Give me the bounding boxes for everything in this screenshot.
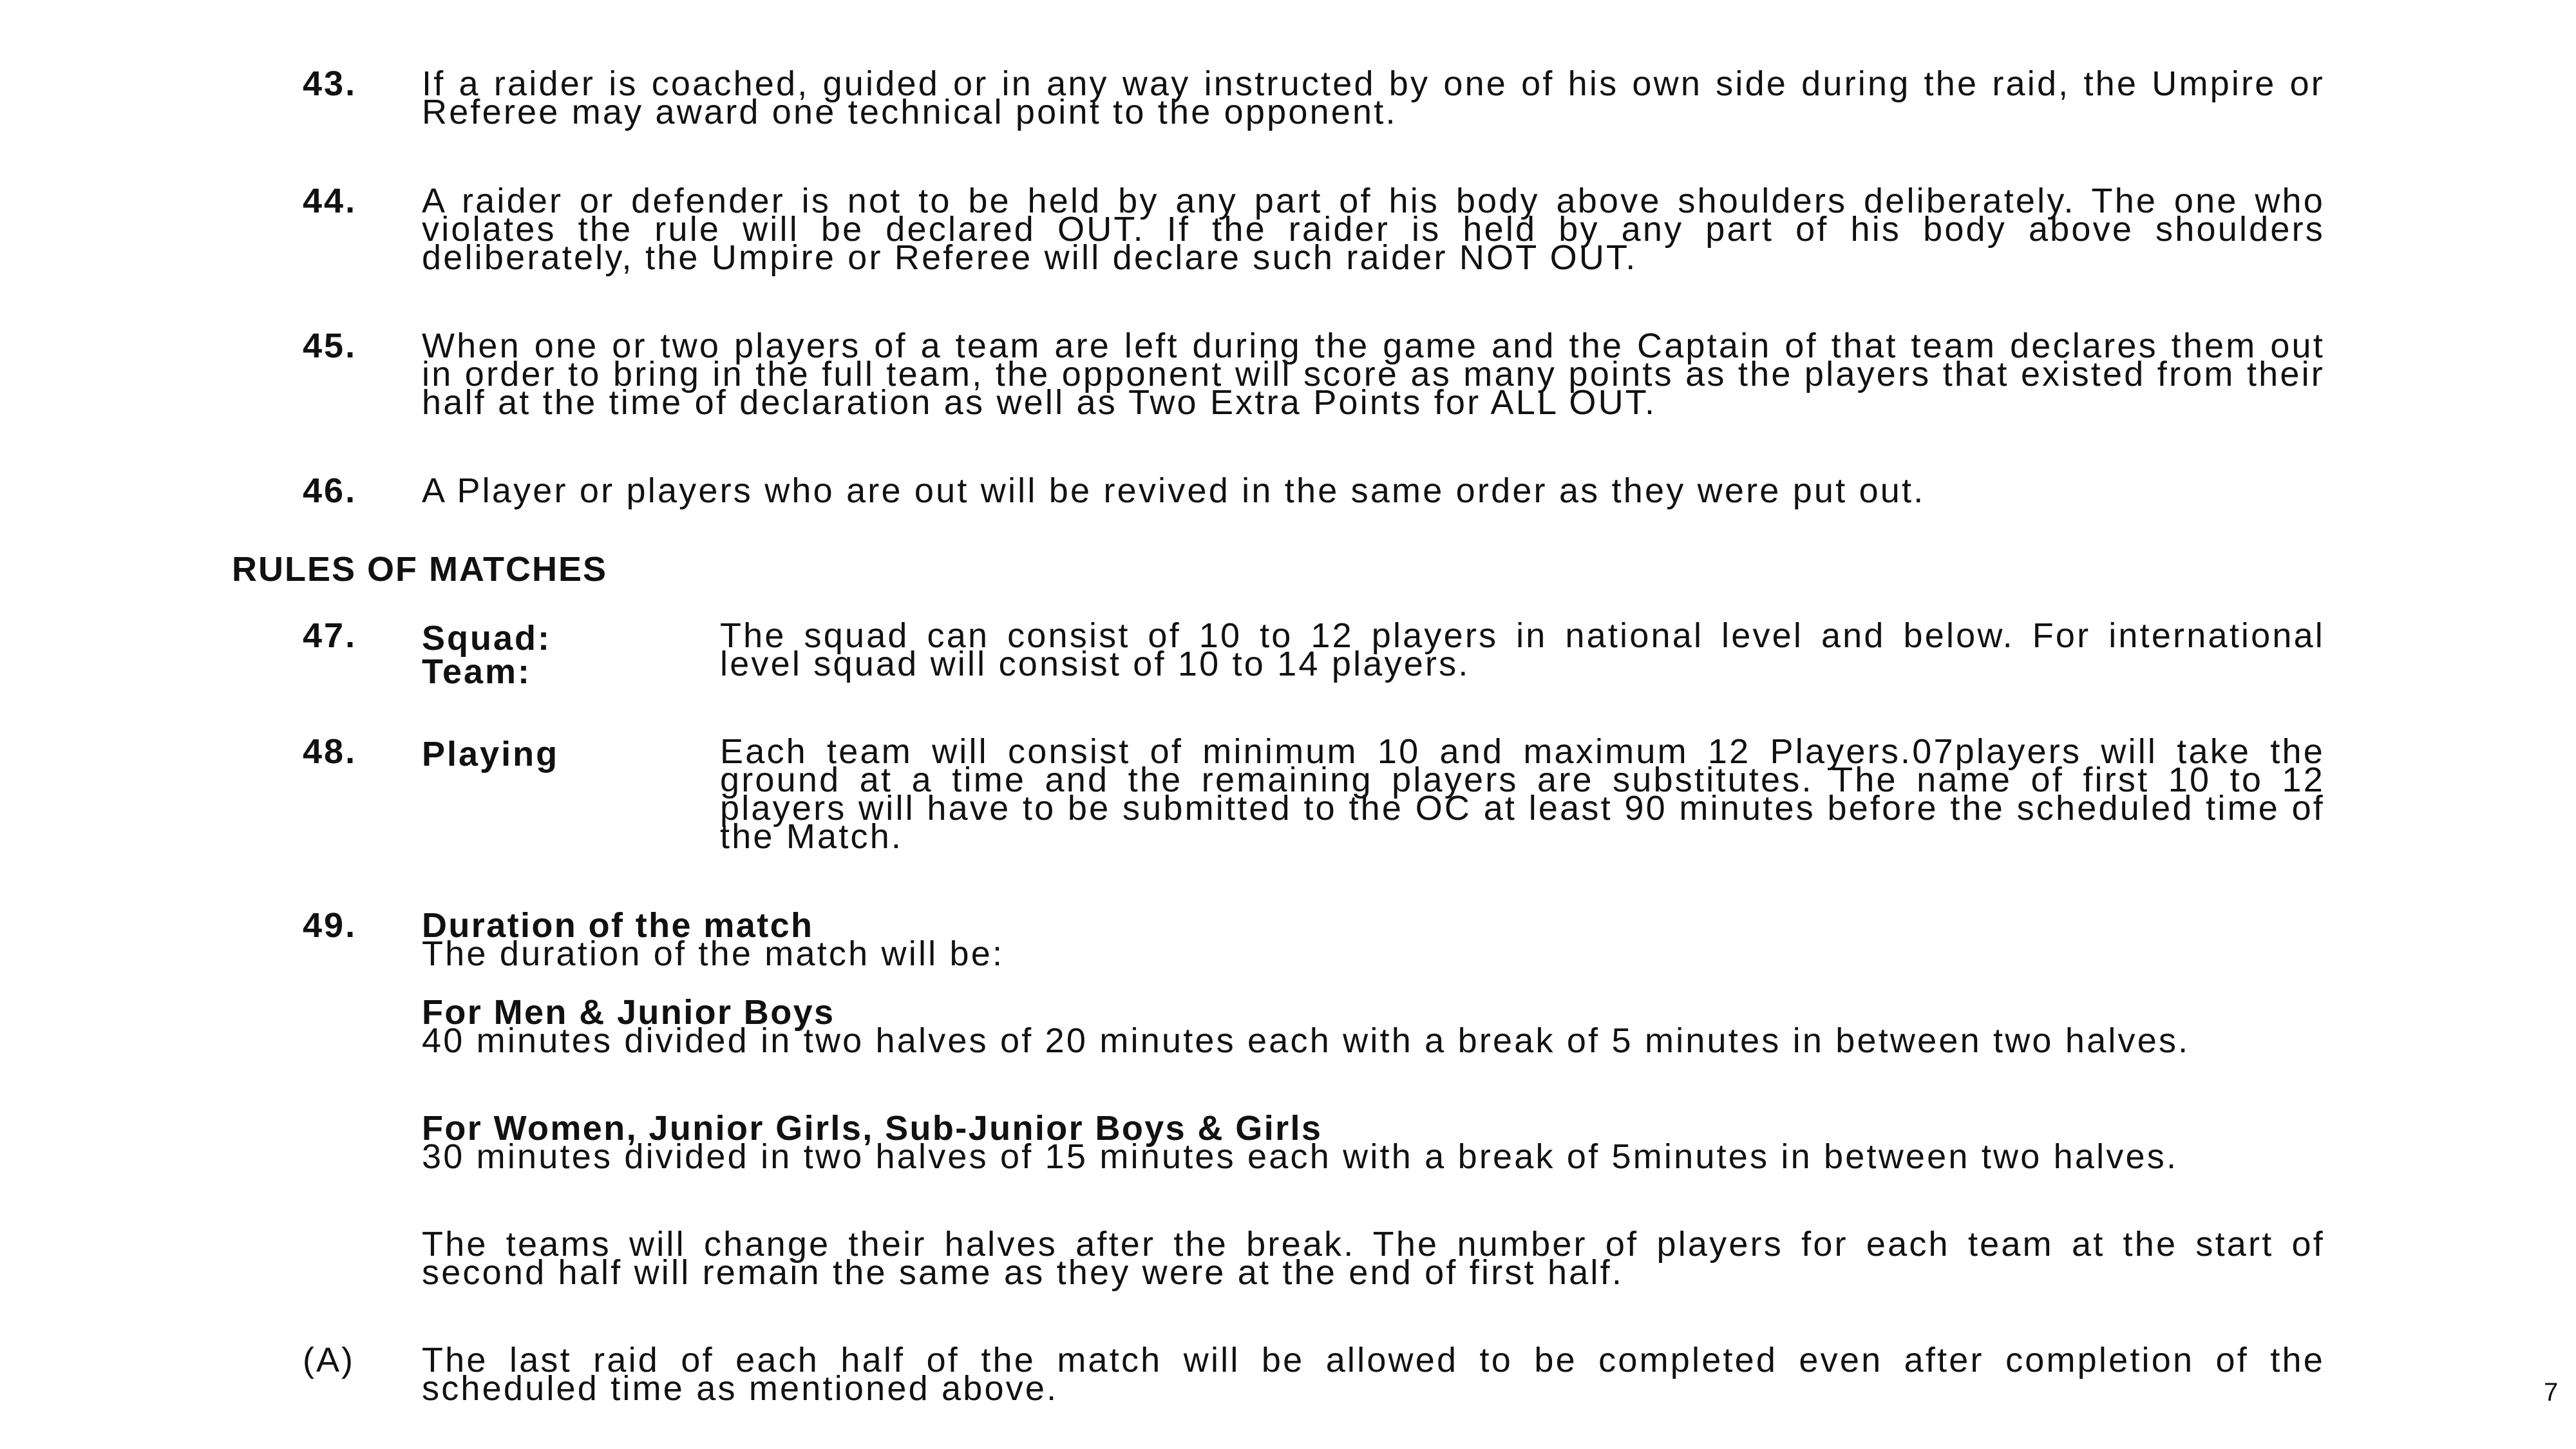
label-playing: Playing — [422, 735, 560, 773]
men-duration — [422, 993, 2325, 1060]
rule-47 — [303, 616, 2325, 691]
section-heading: RULES OF MATCHES — [232, 550, 607, 589]
rule-number: 49. — [303, 906, 357, 945]
label-squad: Squad: — [422, 619, 551, 658]
rule-intro: The duration of the match will be: — [422, 934, 1005, 973]
men-duration-title: For Men & Junior Boys — [422, 993, 835, 1032]
rule-label — [422, 619, 551, 691]
rule-45 — [303, 327, 2325, 422]
rule-number: 47. — [303, 616, 357, 655]
rule-text: Each team will consist of minimum 10 and maximum 12 Players.07players will take the ground at a time and the remaining players are substitutes. The name of first 10 to 12 players will have to be submitted to the OC at least 90 minutes before the scheduled time of the Match. — [720, 732, 2325, 856]
women-duration — [422, 1109, 2325, 1176]
rule-label — [422, 737, 559, 771]
rule-43 — [303, 64, 2325, 131]
women-duration-title: For Women, Junior Girls, Sub-Junior Boys & Girls — [422, 1109, 1323, 1148]
rule-text: The squad can consist of 10 to 12 players in national level and below. For international level squad will consist of 10 to 14 players. — [720, 616, 2325, 683]
rule-44 — [303, 182, 2325, 277]
rule-text: When one or two players of a team are left during the game and the Captain of that team declares them out in order to bring in the full team, the opponent will score as many points as the players that existed from their half at the time of declaration as well as Two Extra Points for ALL OUT. — [422, 327, 2325, 422]
rule-number: 43. — [303, 64, 357, 103]
rule-text: If a raider is coached, guided or in any way instructed by one of his own side during the raid, the Umpire or Referee may award one technical point to the opponent. — [422, 64, 2325, 131]
women-duration-text: 30 minutes divided in two halves of 15 minutes each with a break of 5minutes in between two halves. — [422, 1137, 2179, 1176]
rule-text: The last raid of each half of the match will be allowed to be completed even after completion of the scheduled time as mentioned above. — [422, 1341, 2325, 1408]
label-team: Team: — [422, 652, 532, 691]
rule-title: Duration of the match — [422, 906, 814, 945]
rule-a — [303, 1341, 2325, 1408]
men-duration-text: 40 minutes divided in two halves of 20 minutes each with a break of 5 minutes in between two halves. — [422, 1021, 2190, 1060]
rule-number: 48. — [303, 732, 357, 771]
rule-number: 46. — [303, 471, 357, 510]
rule-46 — [303, 471, 2325, 510]
rule-text: A Player or players who are out will be revived in the same order as they were put out. — [422, 471, 1926, 510]
rule-48 — [303, 732, 2325, 856]
rule-number: (A) — [303, 1341, 355, 1379]
rule-number: 45. — [303, 327, 357, 365]
page-number: 7 — [2544, 1378, 2559, 1406]
rule-text: A raider or defender is not to be held by any part of his body above shoulders deliberately. The one who violates the rule will be declared OUT. If the raider is held by any part of his body above shoulders deliberately, the Umpire or Referee will declare such raider NOT OUT. — [422, 182, 2325, 277]
halves-change-text: The teams will change their halves after the break. The number of players for each team at the start of second half will remain the same as they were at the end of first half. — [422, 1225, 2325, 1292]
halves-change — [422, 1225, 2325, 1292]
rule-49 — [303, 906, 2325, 973]
rule-number: 44. — [303, 182, 357, 220]
